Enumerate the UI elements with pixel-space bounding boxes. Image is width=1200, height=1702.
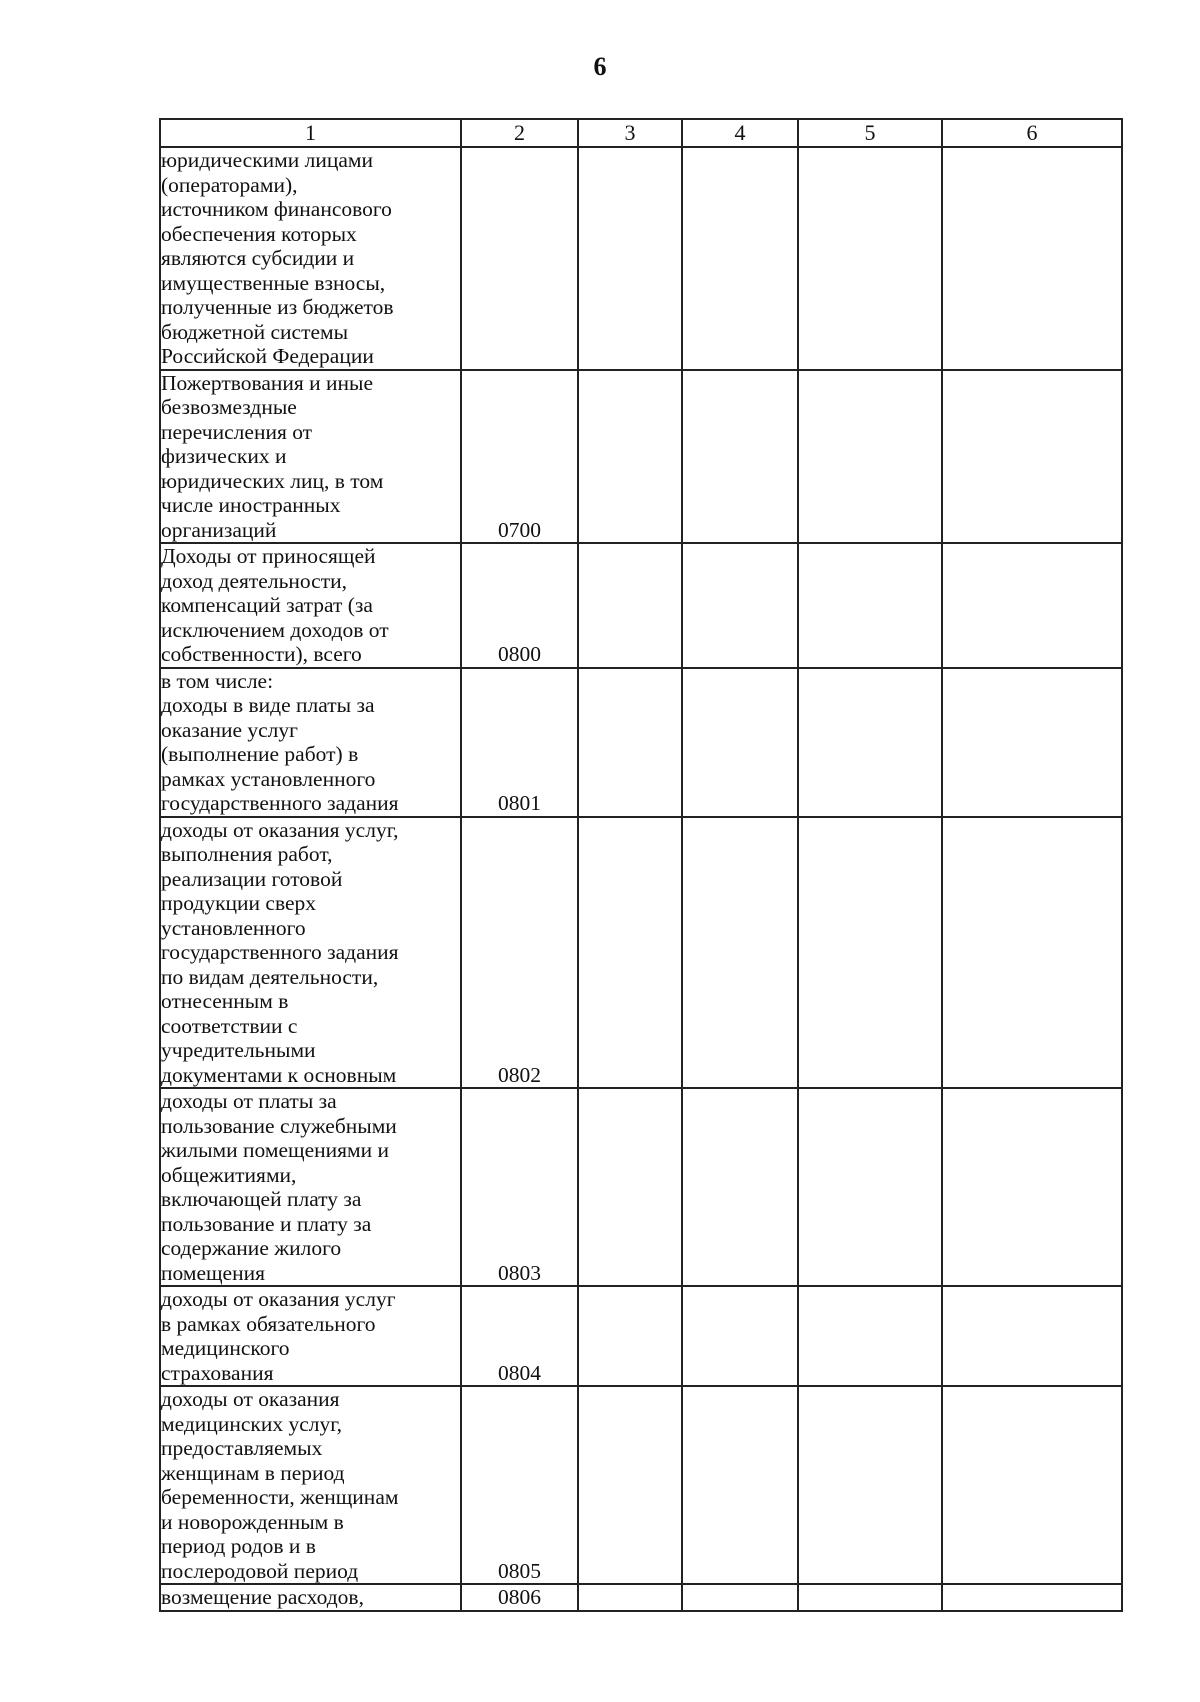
column-header-5: 5 <box>798 119 942 147</box>
table-row <box>160 668 1122 817</box>
row-code: 0700 <box>461 370 578 544</box>
value-cell-col-3 <box>578 1286 682 1386</box>
value-cell-col-6 <box>942 1386 1122 1584</box>
row-code <box>461 147 578 370</box>
row-description-text: доходы от платы за пользование служебными жилыми помещениями и общежитиями, включающей плату за пользование и плату за содержание жилого помещения <box>161 1089 397 1285</box>
row-description <box>160 543 461 668</box>
income-table <box>159 118 1123 1612</box>
column-header-1: 1 <box>160 119 461 147</box>
row-code: 0803 <box>461 1088 578 1286</box>
value-cell-col-6 <box>942 817 1122 1089</box>
value-cell-col-5 <box>798 147 942 370</box>
value-cell-col-3 <box>578 668 682 817</box>
table-row <box>160 370 1122 544</box>
row-description <box>160 668 461 817</box>
value-cell-col-4 <box>682 370 798 544</box>
value-cell-col-5 <box>798 370 942 544</box>
table-row <box>160 1286 1122 1386</box>
row-description <box>160 1584 461 1611</box>
column-header-3: 3 <box>578 119 682 147</box>
row-description <box>160 1386 461 1584</box>
row-code: 0800 <box>461 543 578 668</box>
value-cell-col-4 <box>682 817 798 1089</box>
row-description-text: доходы от оказания услуг в рамках обязательного медицинского страхования <box>161 1287 396 1385</box>
value-cell-col-6 <box>942 147 1122 370</box>
table-row <box>160 817 1122 1089</box>
row-code: 0801 <box>461 668 578 817</box>
value-cell-col-3 <box>578 817 682 1089</box>
value-cell-col-4 <box>682 1386 798 1584</box>
column-header-2: 2 <box>461 119 578 147</box>
row-code: 0806 <box>461 1584 578 1611</box>
row-description <box>160 1088 461 1286</box>
row-description <box>160 147 461 370</box>
value-cell-col-4 <box>682 543 798 668</box>
value-cell-col-6 <box>942 543 1122 668</box>
value-cell-col-6 <box>942 370 1122 544</box>
row-description-text: доходы от оказания медицинских услуг, предоставляемых женщинам в период беременности, женщинам и новорожденным в период родов и в послеродовой период <box>161 1387 399 1583</box>
value-cell-col-4 <box>682 1584 798 1611</box>
table-row <box>160 543 1122 668</box>
value-cell-col-6 <box>942 1088 1122 1286</box>
value-cell-col-3 <box>578 1584 682 1611</box>
value-cell-col-5 <box>798 1386 942 1584</box>
value-cell-col-5 <box>798 543 942 668</box>
value-cell-col-4 <box>682 1286 798 1386</box>
value-cell-col-3 <box>578 147 682 370</box>
value-cell-col-6 <box>942 668 1122 817</box>
row-description-text: доходы от оказания услуг, выполнения работ, реализации готовой продукции сверх установленного государственного задания по видам деятельности, отнесенным в соответствии с учредительными документами к основным <box>161 817 399 1087</box>
value-cell-col-5 <box>798 668 942 817</box>
value-cell-col-5 <box>798 1286 942 1386</box>
row-description-text: возмещение расходов, <box>161 1585 364 1609</box>
value-cell-col-3 <box>578 1088 682 1286</box>
header-row <box>160 119 1122 147</box>
row-description <box>160 370 461 544</box>
value-cell-col-6 <box>942 1286 1122 1386</box>
value-cell-col-5 <box>798 817 942 1089</box>
row-description <box>160 1286 461 1386</box>
value-cell-col-4 <box>682 668 798 817</box>
row-code: 0805 <box>461 1386 578 1584</box>
table-row <box>160 147 1122 370</box>
value-cell-col-5 <box>798 1584 942 1611</box>
row-description-text: Пожертвования и иные безвозмездные перечисления от физических и юридических лиц, в том числе иностранных организаций <box>161 370 384 542</box>
column-header-6: 6 <box>942 119 1122 147</box>
row-code: 0802 <box>461 817 578 1089</box>
value-cell-col-6 <box>942 1584 1122 1611</box>
value-cell-col-3 <box>578 1386 682 1584</box>
table-row <box>160 1584 1122 1611</box>
page-number: 6 <box>593 52 607 81</box>
value-cell-col-3 <box>578 543 682 668</box>
value-cell-col-4 <box>682 1088 798 1286</box>
row-description-text: юридическими лицами (операторами), источником финансового обеспечения которых являются субсидии и имущественные взносы, полученные из бюджетов бюджетной системы Российской Федерации <box>161 148 394 368</box>
value-cell-col-4 <box>682 147 798 370</box>
row-description <box>160 817 461 1089</box>
row-description-text: в том числе: доходы в виде платы за оказание услуг (выполнение работ) в рамках установленного государственного задания <box>161 668 399 815</box>
value-cell-col-5 <box>798 1088 942 1286</box>
value-cell-col-3 <box>578 370 682 544</box>
table-row <box>160 1088 1122 1286</box>
table-row <box>160 1386 1122 1584</box>
row-code: 0804 <box>461 1286 578 1386</box>
column-header-4: 4 <box>682 119 798 147</box>
row-description-text: Доходы от приносящей доход деятельности, компенсаций затрат (за исключением доходов от собственности), всего <box>161 544 389 666</box>
